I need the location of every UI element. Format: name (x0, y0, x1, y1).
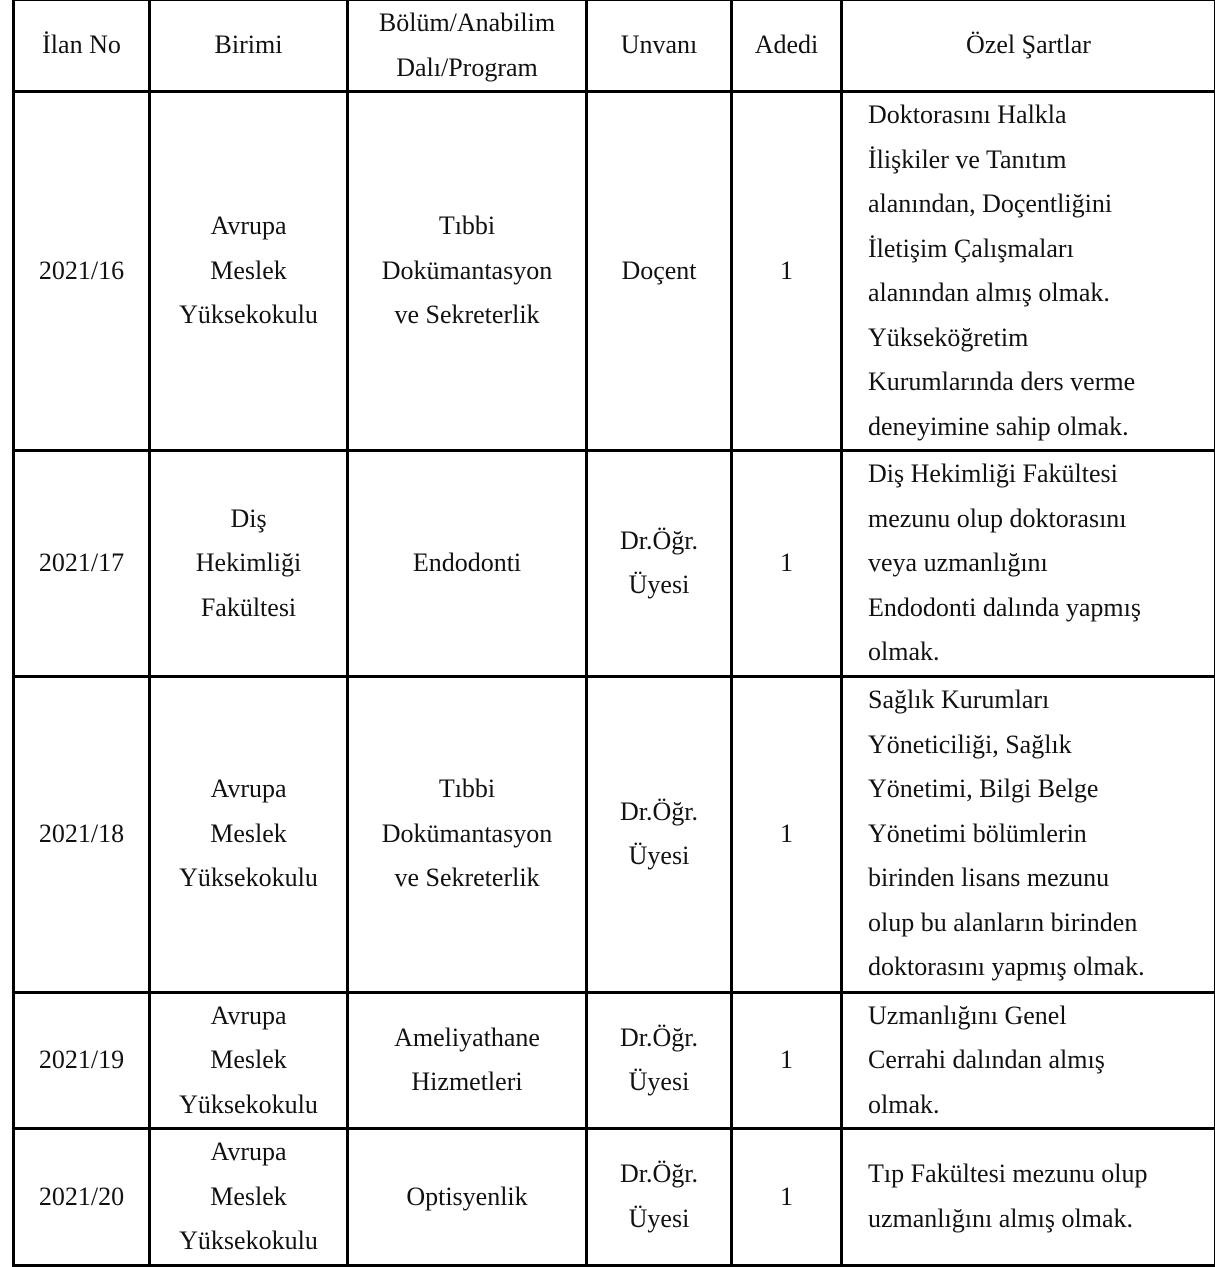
table-row (14, 1129, 1215, 1266)
cell-line: Avrupa (157, 1130, 340, 1175)
header-row (14, 0, 1215, 92)
cell-line: Dokümantasyon (355, 249, 579, 294)
cell-line: Kurumlarında ders verme (868, 360, 1204, 405)
cell-line: İletişim Çalışmaları (868, 227, 1204, 272)
cell-ozel-sartlar (842, 92, 1215, 451)
cell-line: birinden lisans mezunu (868, 856, 1204, 901)
cell-unvani (587, 1129, 732, 1266)
cell-adedi: 1 (732, 92, 842, 451)
cell-ilan-no: 2021/19 (14, 992, 150, 1129)
cell-ozel-sartlar (842, 676, 1215, 992)
cell-line: Meslek (157, 1175, 340, 1220)
cell-adedi: 1 (732, 451, 842, 677)
job-announcement-table (12, 0, 1215, 1267)
cell-line: Avrupa (157, 204, 340, 249)
cell-line: Dokümantasyon (355, 812, 579, 857)
cell-line: Meslek (157, 249, 340, 294)
cell-line: İlişkiler ve Tanıtım (868, 138, 1204, 183)
cell-bolum (348, 92, 587, 451)
cell-ilan-no: 2021/20 (14, 1129, 150, 1266)
cell-line: Diş (157, 497, 340, 542)
cell-adedi: 1 (732, 992, 842, 1129)
table-row (14, 451, 1215, 677)
cell-line: Tıbbi (355, 204, 579, 249)
header-bolum-line1: Bölüm/Anabilim (355, 1, 579, 46)
cell-line: Dr.Öğr. (594, 1016, 724, 1061)
cell-unvani (587, 676, 732, 992)
cell-birimi (150, 92, 348, 451)
cell-line: Ameliyathane (355, 1016, 579, 1061)
cell-line: Avrupa (157, 767, 340, 812)
cell-line: Meslek (157, 812, 340, 857)
cell-unvani (587, 92, 732, 451)
cell-birimi (150, 676, 348, 992)
cell-unvani (587, 451, 732, 677)
cell-line: Doktorasını Halkla (868, 93, 1204, 138)
cell-birimi (150, 1129, 348, 1266)
cell-adedi: 1 (732, 676, 842, 992)
cell-ilan-no: 2021/18 (14, 676, 150, 992)
header-ilan-no: İlan No (14, 0, 150, 92)
cell-line: Yüksekokulu (157, 856, 340, 901)
cell-line: Diş Hekimliği Fakültesi (868, 452, 1204, 497)
cell-line: Uzmanlığını Genel (868, 994, 1204, 1039)
cell-line: alanından, Doçentliğini (868, 182, 1204, 227)
cell-line: Yöneticiliği, Sağlık (868, 723, 1204, 768)
cell-line: Üyesi (594, 1197, 724, 1242)
cell-birimi (150, 992, 348, 1129)
header-bolum-line2: Dalı/Program (355, 46, 579, 91)
cell-line: mezunu olup doktorasını (868, 497, 1204, 542)
cell-line: Meslek (157, 1038, 340, 1083)
cell-line: alanından almış olmak. (868, 271, 1204, 316)
header-unvani: Unvanı (587, 0, 732, 92)
cell-bolum (348, 451, 587, 677)
cell-unvani (587, 992, 732, 1129)
cell-line: Dr.Öğr. (594, 519, 724, 564)
cell-line: Dr.Öğr. (594, 790, 724, 835)
cell-line: Optisyenlik (355, 1175, 579, 1220)
cell-line: olmak. (868, 630, 1204, 675)
cell-line: Endodonti dalında yapmış (868, 586, 1204, 631)
cell-line: Yüksekokulu (157, 293, 340, 338)
cell-line: veya uzmanlığını (868, 541, 1204, 586)
cell-line: ve Sekreterlik (355, 856, 579, 901)
cell-line: olmak. (868, 1083, 1204, 1128)
cell-line: Yükseköğretim (868, 316, 1204, 361)
cell-bolum (348, 992, 587, 1129)
cell-line: deneyimine sahip olmak. (868, 405, 1204, 450)
table-row (14, 676, 1215, 992)
cell-line: Sağlık Kurumları (868, 678, 1204, 723)
cell-bolum (348, 676, 587, 992)
table-row (14, 992, 1215, 1129)
header-birimi: Birimi (150, 0, 348, 92)
cell-line: olup bu alanların birinden (868, 901, 1204, 946)
cell-line: Üyesi (594, 563, 724, 608)
cell-ilan-no: 2021/16 (14, 92, 150, 451)
cell-line: Üyesi (594, 834, 724, 879)
cell-ozel-sartlar (842, 1129, 1215, 1266)
cell-line: doktorasını yapmış olmak. (868, 945, 1204, 990)
cell-line: Üyesi (594, 1060, 724, 1105)
cell-line: Yüksekokulu (157, 1083, 340, 1128)
cell-line: Fakültesi (157, 586, 340, 631)
cell-line: Yüksekokulu (157, 1219, 340, 1264)
header-bolum (348, 0, 587, 92)
cell-line: Yönetimi bölümlerin (868, 812, 1204, 857)
cell-line: Hizmetleri (355, 1060, 579, 1105)
cell-ilan-no: 2021/17 (14, 451, 150, 677)
cell-line: Avrupa (157, 994, 340, 1039)
cell-line: Cerrahi dalından almış (868, 1038, 1204, 1083)
cell-ozel-sartlar (842, 451, 1215, 677)
cell-line: uzmanlığını almış olmak. (868, 1197, 1204, 1242)
cell-line: Endodonti (355, 541, 579, 586)
header-adedi: Adedi (732, 0, 842, 92)
header-ozel-sartlar: Özel Şartlar (842, 0, 1215, 92)
cell-line: ve Sekreterlik (355, 293, 579, 338)
table-row (14, 92, 1215, 451)
cell-bolum (348, 1129, 587, 1266)
cell-line: Yönetimi, Bilgi Belge (868, 767, 1204, 812)
cell-birimi (150, 451, 348, 677)
cell-line: Hekimliği (157, 541, 340, 586)
cell-line: Tıbbi (355, 767, 579, 812)
cell-line: Tıp Fakültesi mezunu olup (868, 1152, 1204, 1197)
cell-line: Doçent (594, 249, 724, 294)
cell-line: Dr.Öğr. (594, 1152, 724, 1197)
cell-ozel-sartlar (842, 992, 1215, 1129)
cell-adedi: 1 (732, 1129, 842, 1266)
